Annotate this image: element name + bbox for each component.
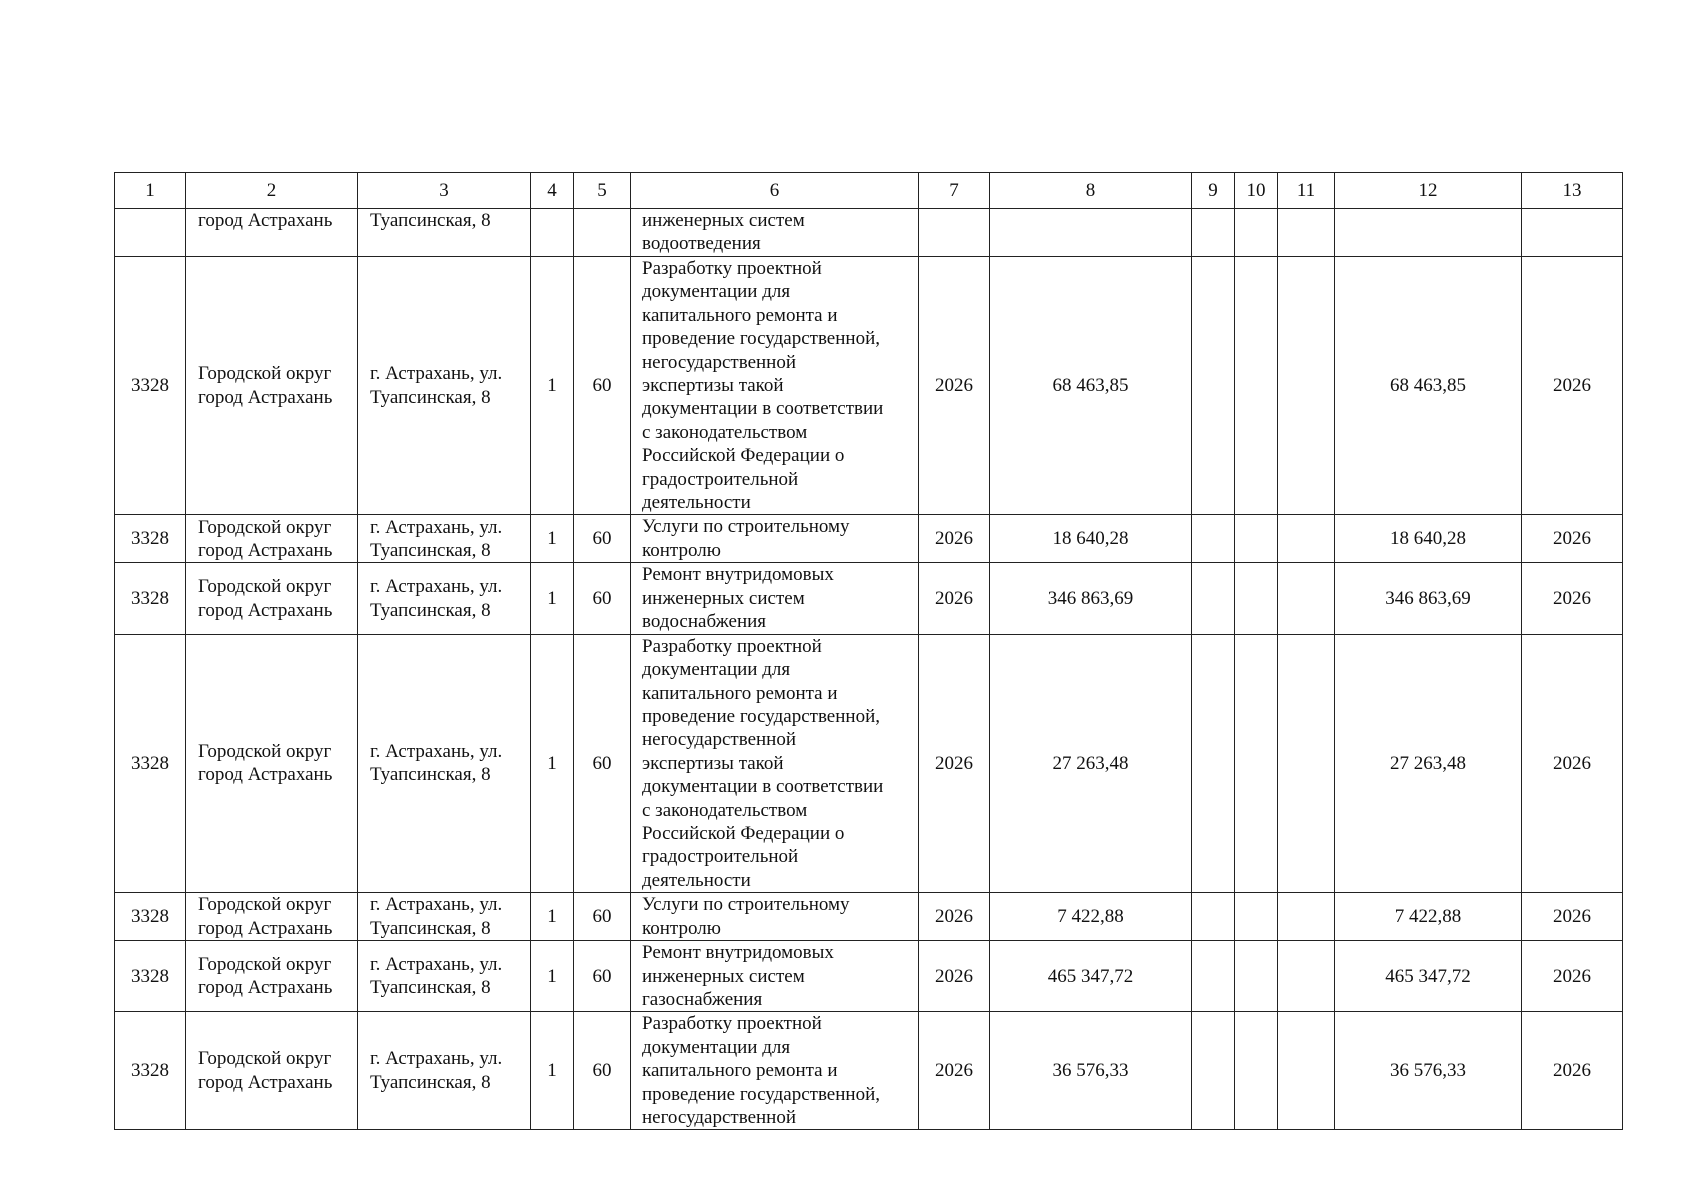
cell-address <box>358 209 531 257</box>
cell-col4 <box>531 563 574 634</box>
cell-col5-text: 60 <box>592 375 612 397</box>
cell-col13-text: 2026 <box>1553 1060 1591 1082</box>
cell-col5-text: 60 <box>592 528 612 550</box>
cell-work <box>631 634 919 892</box>
cell-col4 <box>531 634 574 892</box>
cell-address <box>358 634 531 892</box>
cell-municipality <box>186 893 358 941</box>
cell-col12 <box>1335 563 1522 634</box>
cell-year-text: 2026 <box>935 587 973 609</box>
cell-no <box>115 634 186 892</box>
column-header-10: 10 <box>1235 173 1278 209</box>
column-header-7: 7 <box>919 173 990 209</box>
cell-no-text: 3328 <box>131 905 169 927</box>
cell-address <box>358 941 531 1012</box>
cell-cost-text: 36 576,33 <box>1052 1060 1129 1082</box>
cell-col11 <box>1278 563 1335 634</box>
cell-municipality-text: Городской округ город Астрахань <box>198 516 333 561</box>
cell-cost <box>990 634 1192 892</box>
cell-work <box>631 209 919 257</box>
cell-col12 <box>1335 634 1522 892</box>
cell-address-text: г. Астрахань, ул. Туапсинская, 8 <box>370 894 503 939</box>
cell-municipality-text: Городской округ город Астрахань <box>198 363 333 408</box>
cell-col12 <box>1335 893 1522 941</box>
cell-col12-text: 36 576,33 <box>1390 1060 1466 1082</box>
cell-no <box>115 563 186 634</box>
cell-col10 <box>1235 515 1278 563</box>
cell-municipality-text: город Астрахань <box>198 210 333 231</box>
cell-col4 <box>531 209 574 257</box>
table-row <box>115 941 1623 1012</box>
cell-cost <box>990 941 1192 1012</box>
cell-cost <box>990 563 1192 634</box>
cell-municipality-text: Городской округ город Астрахань <box>198 576 333 621</box>
cell-col5 <box>574 941 631 1012</box>
cell-cost-text: 18 640,28 <box>1052 528 1129 550</box>
cell-col12 <box>1335 1012 1522 1130</box>
column-header-8: 8 <box>990 173 1192 209</box>
cell-municipality <box>186 257 358 515</box>
cell-year <box>919 209 990 257</box>
cell-col13 <box>1522 515 1623 563</box>
cell-year-text: 2026 <box>935 965 973 987</box>
cell-year <box>919 893 990 941</box>
cell-municipality <box>186 209 358 257</box>
cell-col10 <box>1235 563 1278 634</box>
cell-col11 <box>1278 209 1335 257</box>
cell-col12-text: 18 640,28 <box>1390 528 1466 550</box>
cell-municipality-text: Городской округ город Астрахань <box>198 894 333 939</box>
cell-municipality-text: Городской округ город Астрахань <box>198 1048 333 1093</box>
cell-col4 <box>531 941 574 1012</box>
column-header-6: 6 <box>631 173 919 209</box>
cell-address-text: г. Астрахань, ул. Туапсинская, 8 <box>370 741 503 786</box>
cell-work-text: Разработку проектной документации для капитального ремонта и проведение государственной, негосударственной экспертизы такой документации в соответствии с законодательством Российской Федерации о градостроительной деятельности <box>642 635 884 891</box>
cell-col5-text: 60 <box>592 752 612 774</box>
cell-no-text: 3328 <box>131 375 169 397</box>
cell-col4-text: 1 <box>547 587 557 609</box>
cell-address-text: Туапсинская, 8 <box>370 210 491 231</box>
repair-program-table <box>114 172 1623 1130</box>
cell-col13 <box>1522 893 1623 941</box>
cell-col11 <box>1278 257 1335 515</box>
cell-work <box>631 941 919 1012</box>
cell-no-text: 3328 <box>131 752 169 774</box>
cell-col13-text: 2026 <box>1553 752 1591 774</box>
cell-col10 <box>1235 634 1278 892</box>
column-header-3: 3 <box>358 173 531 209</box>
cell-no-text: 3328 <box>131 965 169 987</box>
cell-col5 <box>574 1012 631 1130</box>
cell-col4 <box>531 257 574 515</box>
cell-no-text: 3328 <box>131 1060 169 1082</box>
cell-year <box>919 257 990 515</box>
cell-municipality-text: Городской округ город Астрахань <box>198 741 333 786</box>
cell-col5-text: 60 <box>592 1060 612 1082</box>
column-header-13: 13 <box>1522 173 1623 209</box>
cell-work <box>631 1012 919 1130</box>
cell-col5 <box>574 515 631 563</box>
cell-col11 <box>1278 634 1335 892</box>
cell-col4-text: 1 <box>547 528 557 550</box>
cell-col13-text: 2026 <box>1553 375 1591 397</box>
cell-col9 <box>1192 209 1235 257</box>
cell-address <box>358 893 531 941</box>
cell-address <box>358 515 531 563</box>
cell-municipality <box>186 563 358 634</box>
cell-col10 <box>1235 1012 1278 1130</box>
cell-col5-text: 60 <box>592 965 612 987</box>
cell-address <box>358 563 531 634</box>
cell-cost <box>990 1012 1192 1130</box>
cell-col12-text: 27 263,48 <box>1390 752 1466 774</box>
cell-cost <box>990 893 1192 941</box>
cell-col13-text: 2026 <box>1553 965 1591 987</box>
column-header-1: 1 <box>115 173 186 209</box>
cell-col5 <box>574 893 631 941</box>
cell-col9 <box>1192 515 1235 563</box>
table-row <box>115 1012 1623 1130</box>
cell-no <box>115 1012 186 1130</box>
cell-work-text: инженерных систем водоотведения <box>642 210 805 255</box>
cell-year-text: 2026 <box>935 905 973 927</box>
cell-col9 <box>1192 257 1235 515</box>
cell-col12-text: 7 422,88 <box>1394 905 1462 927</box>
cell-no <box>115 209 186 257</box>
cell-address-text: г. Астрахань, ул. Туапсинская, 8 <box>370 953 503 999</box>
cell-col5 <box>574 209 631 257</box>
cell-col12 <box>1335 941 1522 1012</box>
continuation-row <box>115 209 1623 257</box>
cell-year-text: 2026 <box>935 1060 973 1082</box>
cell-municipality <box>186 515 358 563</box>
cell-col10 <box>1235 257 1278 515</box>
cell-col12 <box>1335 209 1522 257</box>
cell-no-text: 3328 <box>131 528 169 550</box>
cell-cost-text: 465 347,72 <box>1047 965 1134 987</box>
cell-col11 <box>1278 893 1335 941</box>
column-header-9: 9 <box>1192 173 1235 209</box>
cell-col5 <box>574 634 631 892</box>
cell-cost <box>990 257 1192 515</box>
cell-col13-text: 2026 <box>1553 528 1591 550</box>
cell-col9 <box>1192 893 1235 941</box>
cell-year <box>919 941 990 1012</box>
table-row <box>115 893 1623 941</box>
cell-col10 <box>1235 893 1278 941</box>
cell-address <box>358 1012 531 1130</box>
cell-year-text: 2026 <box>935 528 973 550</box>
cell-work-text: Ремонт внутридомовых инженерных систем водоснабжения <box>642 564 834 633</box>
cell-cost <box>990 209 1192 257</box>
cell-no-text: 3328 <box>131 587 169 609</box>
cell-year-text: 2026 <box>935 375 973 397</box>
cell-municipality <box>186 1012 358 1130</box>
cell-col4-text: 1 <box>547 905 557 927</box>
cell-col9 <box>1192 634 1235 892</box>
cell-col10 <box>1235 209 1278 257</box>
cell-col9 <box>1192 941 1235 1012</box>
cell-address-text: г. Астрахань, ул. Туапсинская, 8 <box>370 516 503 561</box>
table-row <box>115 634 1623 892</box>
cell-col11 <box>1278 515 1335 563</box>
cell-year <box>919 634 990 892</box>
cell-cost-text: 346 863,69 <box>1047 587 1134 609</box>
cell-year <box>919 515 990 563</box>
cell-no <box>115 941 186 1012</box>
cell-col4-text: 1 <box>547 375 557 397</box>
cell-work-text: Ремонт внутридомовых инженерных систем газоснабжения <box>642 942 834 1010</box>
cell-work <box>631 257 919 515</box>
column-header-11: 11 <box>1278 173 1335 209</box>
column-header-2: 2 <box>186 173 358 209</box>
cell-col11 <box>1278 1012 1335 1130</box>
cell-col10 <box>1235 941 1278 1012</box>
cell-col4-text: 1 <box>547 1060 557 1082</box>
column-header-5: 5 <box>574 173 631 209</box>
cell-col13-text: 2026 <box>1553 905 1591 927</box>
cell-col4 <box>531 1012 574 1130</box>
cell-col13-text: 2026 <box>1553 587 1591 609</box>
cell-col13 <box>1522 563 1623 634</box>
header-row <box>115 173 1623 209</box>
cell-work-text: Разработку проектной документации для капитального ремонта и проведение государственной, негосударственной экспертизы такой документации в соответствии с законодательством Российской Федерации о градостроительной деятельности <box>642 258 884 514</box>
cell-col9 <box>1192 1012 1235 1130</box>
cell-municipality <box>186 941 358 1012</box>
cell-col11 <box>1278 941 1335 1012</box>
table-row <box>115 563 1623 634</box>
cell-col13 <box>1522 634 1623 892</box>
cell-col12 <box>1335 515 1522 563</box>
cell-work-text: Услуги по строительному контролю <box>642 516 850 561</box>
cell-col4 <box>531 515 574 563</box>
cell-municipality <box>186 634 358 892</box>
cell-work <box>631 563 919 634</box>
cell-address <box>358 257 531 515</box>
cell-col13 <box>1522 257 1623 515</box>
cell-col13 <box>1522 209 1623 257</box>
cell-no <box>115 515 186 563</box>
cell-work <box>631 893 919 941</box>
cell-col5 <box>574 257 631 515</box>
table-row <box>115 257 1623 515</box>
cell-col12 <box>1335 257 1522 515</box>
cell-col5 <box>574 563 631 634</box>
cell-col4-text: 1 <box>547 752 557 774</box>
cell-year <box>919 563 990 634</box>
cell-col12-text: 346 863,69 <box>1385 587 1471 609</box>
cell-cost-text: 27 263,48 <box>1052 752 1129 774</box>
cell-col9 <box>1192 563 1235 634</box>
table-row <box>115 515 1623 563</box>
cell-col5-text: 60 <box>592 905 612 927</box>
cell-col5-text: 60 <box>592 587 612 609</box>
column-header-12: 12 <box>1335 173 1522 209</box>
cell-address-text: г. Астрахань, ул. Туапсинская, 8 <box>370 363 503 408</box>
cell-col13 <box>1522 941 1623 1012</box>
cell-col13 <box>1522 1012 1623 1130</box>
cell-cost-text: 68 463,85 <box>1052 375 1129 397</box>
cell-year <box>919 1012 990 1130</box>
cell-municipality-text: Городской округ город Астрахань <box>198 953 333 999</box>
cell-cost-text: 7 422,88 <box>1057 905 1124 927</box>
cell-work <box>631 515 919 563</box>
cell-work-text: Разработку проектной документации для капитального ремонта и проведение государственной, негосударственной <box>642 1013 880 1128</box>
cell-col4-text: 1 <box>547 965 557 987</box>
cell-cost <box>990 515 1192 563</box>
cell-work-text: Услуги по строительному контролю <box>642 894 850 939</box>
cell-address-text: г. Астрахань, ул. Туапсинская, 8 <box>370 1048 503 1093</box>
cell-no <box>115 893 186 941</box>
cell-col12-text: 68 463,85 <box>1390 375 1466 397</box>
cell-col4 <box>531 893 574 941</box>
column-header-4: 4 <box>531 173 574 209</box>
cell-no <box>115 257 186 515</box>
cell-year-text: 2026 <box>935 752 973 774</box>
cell-col12-text: 465 347,72 <box>1385 965 1471 987</box>
cell-address-text: г. Астрахань, ул. Туапсинская, 8 <box>370 576 503 621</box>
